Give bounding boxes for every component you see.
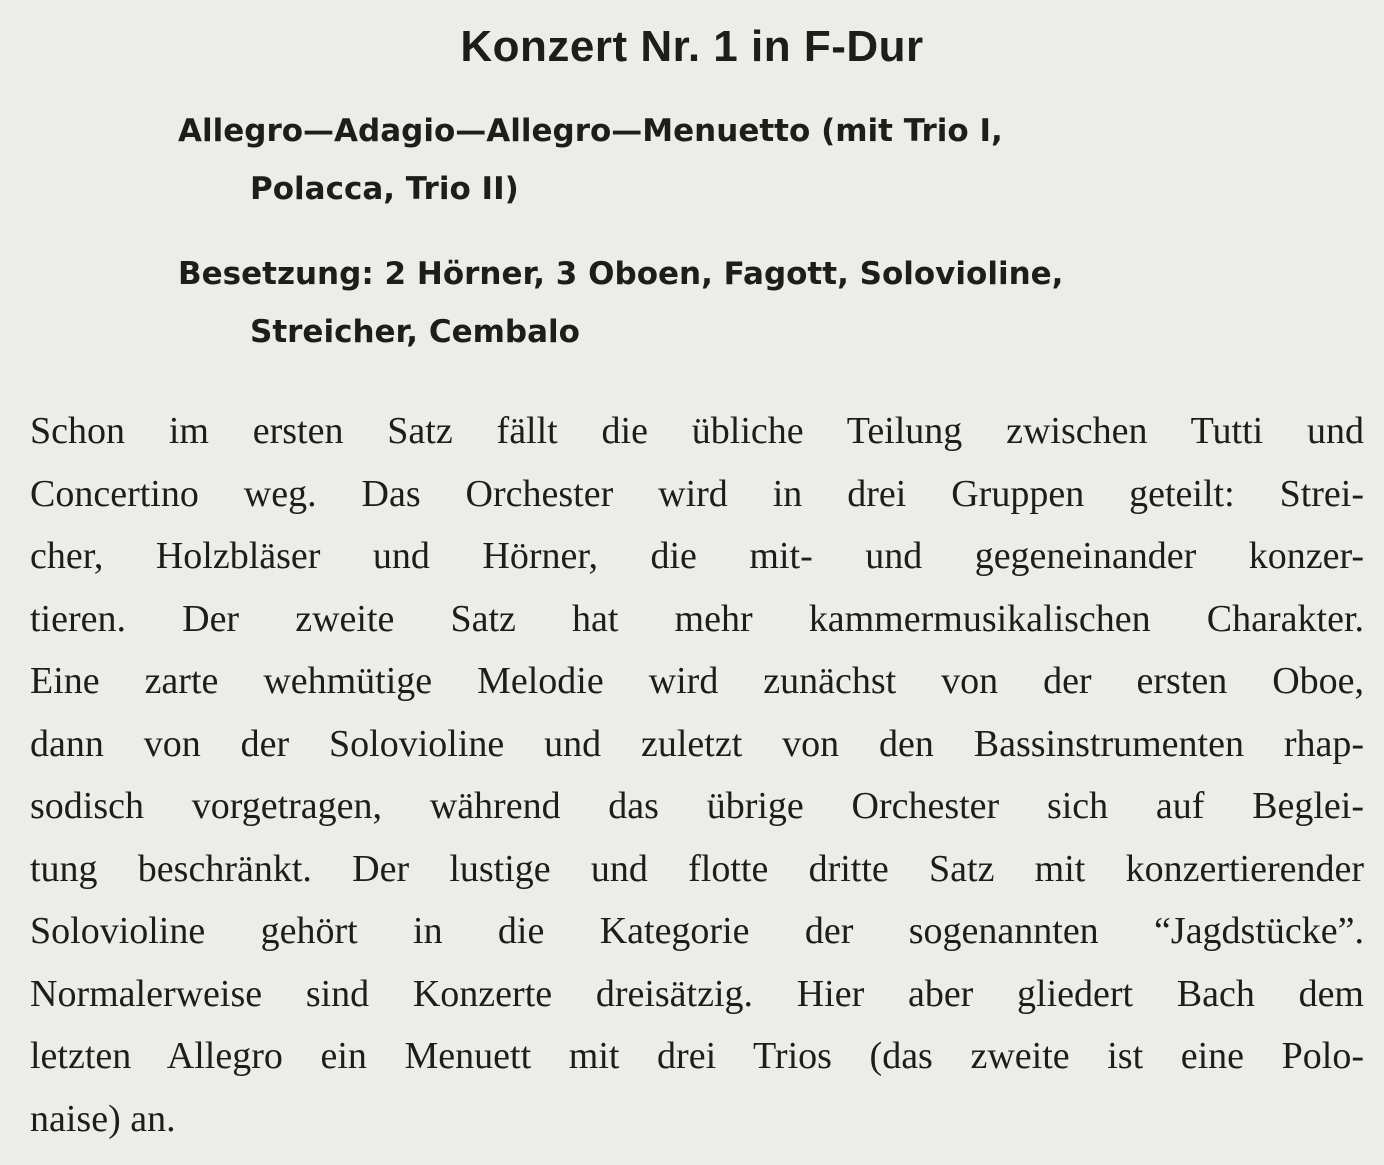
body-line: Solovioline gehört in die Kategorie der sogenannten “Jagdstücke”. [30, 910, 1364, 952]
body-line: letzten Allegro ein Menuett mit drei Trios (das zweite ist eine Polo- [30, 1035, 1364, 1077]
body-line: Concertino weg. Das Orchester wird in drei Gruppen geteilt: Strei- [30, 472, 1364, 515]
body-line: cher, Holzbläser und Hörner, die mit- und gegeneinander konzer- [30, 535, 1364, 577]
body-line: Schon im ersten Satz fällt die übliche Teilung zwischen Tutti und [30, 410, 1364, 452]
instrumentation [178, 245, 1278, 361]
movement-list-line: Polacca, Trio II) [250, 171, 519, 207]
instrumentation-line: Besetzung: 2 Hörner, 3 Oboen, Fagott, Solovioline, [178, 256, 1064, 292]
body-line: naise) an. [30, 1097, 176, 1140]
body-paragraph [30, 400, 1364, 1150]
movement-list [178, 102, 1278, 218]
body-line: dann von der Solovioline und zuletzt von den Bassinstrumenten rhap- [30, 722, 1364, 765]
body-line: sodisch vorgetragen, während das übrige Orchester sich auf Beglei- [30, 785, 1364, 827]
body-line: tung beschränkt. Der lustige und flotte dritte Satz mit konzertierender [30, 847, 1364, 890]
body-line: tieren. Der zweite Satz hat mehr kammermusikalischen Charakter. [30, 597, 1364, 640]
body-line: Normalerweise sind Konzerte dreisätzig. Hier aber gliedert Bach dem [30, 972, 1364, 1015]
body-line: Eine zarte wehmütige Melodie wird zunächst von der ersten Oboe, [30, 660, 1364, 702]
instrumentation-line: Streicher, Cembalo [250, 314, 580, 350]
movement-list-line: Allegro—Adagio—Allegro—Menuetto (mit Trio I, [178, 113, 1003, 149]
page-title: Konzert Nr. 1 in F-Dur [460, 22, 924, 71]
